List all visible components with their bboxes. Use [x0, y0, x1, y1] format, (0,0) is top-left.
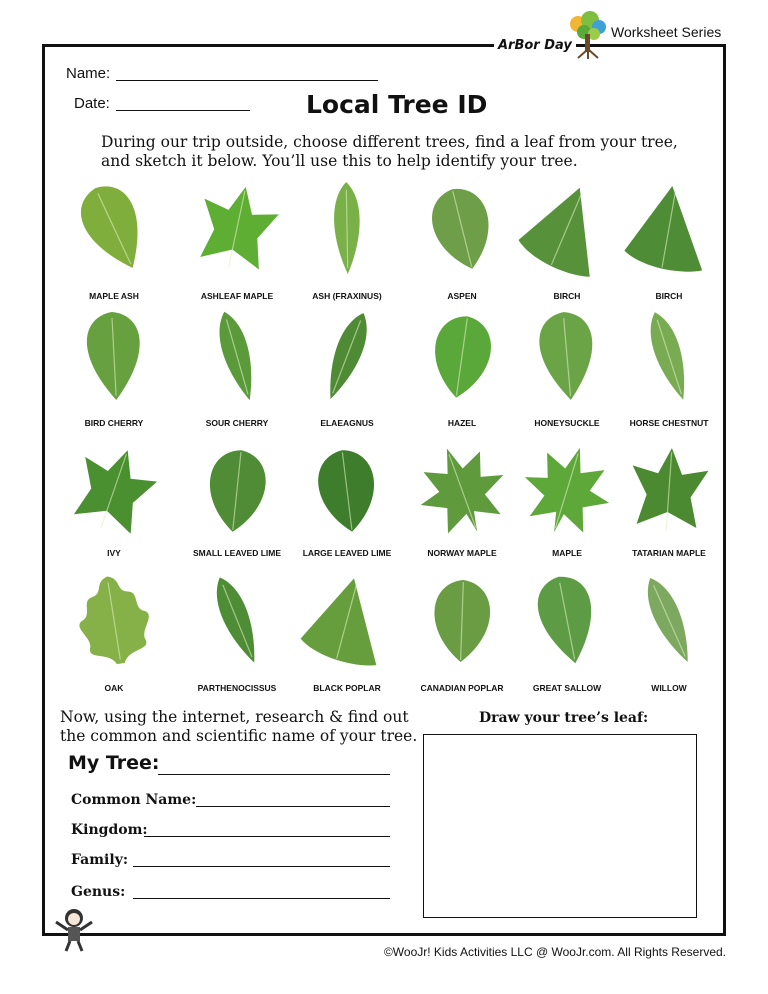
leaf-card: [513, 570, 621, 693]
leaf-card: [60, 178, 168, 301]
leaf-card: [60, 306, 168, 428]
leaf-image: [619, 570, 719, 670]
leaf-card: [293, 306, 401, 428]
leaf-name: SMALL LEAVED LIME: [193, 548, 281, 558]
leaf-card: [615, 570, 723, 693]
leaf-name: PARTHENOCISSUS: [197, 683, 277, 693]
leaf-image: [297, 178, 397, 278]
leaf-name: BLACK POPLAR: [313, 683, 381, 693]
leaf-image: [187, 306, 287, 406]
leaf-name: BIRCH: [655, 291, 683, 301]
leaf-image: [64, 178, 164, 278]
page-title: Local Tree ID: [306, 90, 488, 119]
leaf-image: [297, 570, 397, 670]
draw-leaf-label: Draw your tree’s leaf:: [479, 710, 649, 726]
genus-line[interactable]: [133, 884, 390, 899]
leaf-image: [297, 306, 397, 406]
leaf-card: [183, 570, 291, 693]
leaf-name: ELAEAGNUS: [320, 418, 374, 428]
leaf-name: LARGE LEAVED LIME: [302, 548, 392, 558]
leaf-name: HORSE CHESTNUT: [629, 418, 709, 428]
arbor-day-badge: ArBor Day: [494, 38, 576, 53]
kingdom-label: Kingdom:: [71, 822, 148, 838]
leaf-card: [615, 306, 723, 428]
leaf-card: [183, 440, 291, 558]
leaf-card: [293, 178, 401, 301]
family-label: Family:: [71, 852, 128, 868]
leaf-name: ASH (FRAXINUS): [312, 291, 382, 301]
genus-label: Genus:: [71, 884, 126, 900]
leaf-name: MAPLE: [552, 548, 582, 558]
leaf-image: [187, 440, 287, 540]
kingdom-line[interactable]: [144, 822, 390, 837]
leaf-name: BIRCH: [553, 291, 581, 301]
worksheet-series-label: Worksheet Series: [611, 24, 722, 40]
date-label: Date:: [74, 95, 110, 112]
common-name-label: Common Name:: [71, 792, 197, 808]
research-instructions: Now, using the internet, research & find out the common and scientific name of your tree.: [60, 708, 418, 745]
leaf-name: ASHLEAF MAPLE: [200, 291, 274, 301]
leaf-name: OAK: [104, 683, 124, 693]
leaf-card: [60, 570, 168, 693]
leaf-card: [615, 440, 723, 558]
leaf-image: [64, 306, 164, 406]
leaf-name: WILLOW: [651, 683, 687, 693]
leaf-image: [297, 440, 397, 540]
leaf-image: [517, 440, 617, 540]
my-tree-line[interactable]: [158, 758, 390, 775]
leaf-image: [412, 178, 512, 278]
leaf-name: HONEYSUCKLE: [534, 418, 600, 428]
leaf-image: [517, 178, 617, 278]
leaf-image: [412, 570, 512, 670]
leaf-card: [615, 178, 723, 301]
leaf-image: [619, 440, 719, 540]
leaf-card: [408, 178, 516, 301]
leaf-name: NORWAY MAPLE: [427, 548, 497, 558]
leaf-card: [513, 178, 621, 301]
leaf-image: [187, 570, 287, 670]
family-line[interactable]: [133, 852, 390, 867]
leaf-card: [408, 306, 516, 428]
common-name-line[interactable]: [196, 792, 390, 807]
leaf-name: ASPEN: [447, 291, 477, 301]
leaf-image: [412, 440, 512, 540]
leaf-image: [619, 306, 719, 406]
leaf-card: [408, 570, 516, 693]
leaf-card: [513, 440, 621, 558]
leaf-card: [293, 440, 401, 558]
leaf-image: [517, 570, 617, 670]
leaf-name: IVY: [107, 548, 121, 558]
leaf-image: [412, 306, 512, 406]
kid-mascot-icon: [50, 906, 98, 952]
copyright-text: ©WooJr! Kids Activities LLC @ WooJr.com. All Rights Reserved.: [383, 945, 726, 959]
my-tree-label: My Tree:: [68, 752, 160, 774]
leaf-image: [64, 440, 164, 540]
leaf-name: SOUR CHERRY: [205, 418, 269, 428]
leaf-name: MAPLE ASH: [89, 291, 139, 301]
date-line[interactable]: [116, 96, 250, 111]
name-label: Name:: [66, 65, 111, 82]
leaf-image: [187, 178, 287, 278]
leaf-card: [183, 306, 291, 428]
name-line[interactable]: [116, 66, 378, 81]
intro-text: During our trip outside, choose different trees, find a leaf from your tree, and sketch it below. You’ll use this to help identify your tree.: [101, 133, 678, 170]
leaf-card: [408, 440, 516, 558]
leaf-image: [619, 178, 719, 278]
draw-leaf-box[interactable]: [423, 734, 697, 918]
leaf-card: [60, 440, 168, 558]
leaf-card: [293, 570, 401, 693]
leaf-name: CANADIAN POPLAR: [420, 683, 504, 693]
leaf-name: TATARIAN MAPLE: [632, 548, 706, 558]
leaf-image: [64, 570, 164, 670]
leaf-name: BIRD CHERRY: [84, 418, 144, 428]
leaf-image: [517, 306, 617, 406]
leaf-name: HAZEL: [447, 418, 477, 428]
leaf-name: GREAT SALLOW: [532, 683, 602, 693]
leaf-card: [183, 178, 291, 301]
leaf-card: [513, 306, 621, 428]
